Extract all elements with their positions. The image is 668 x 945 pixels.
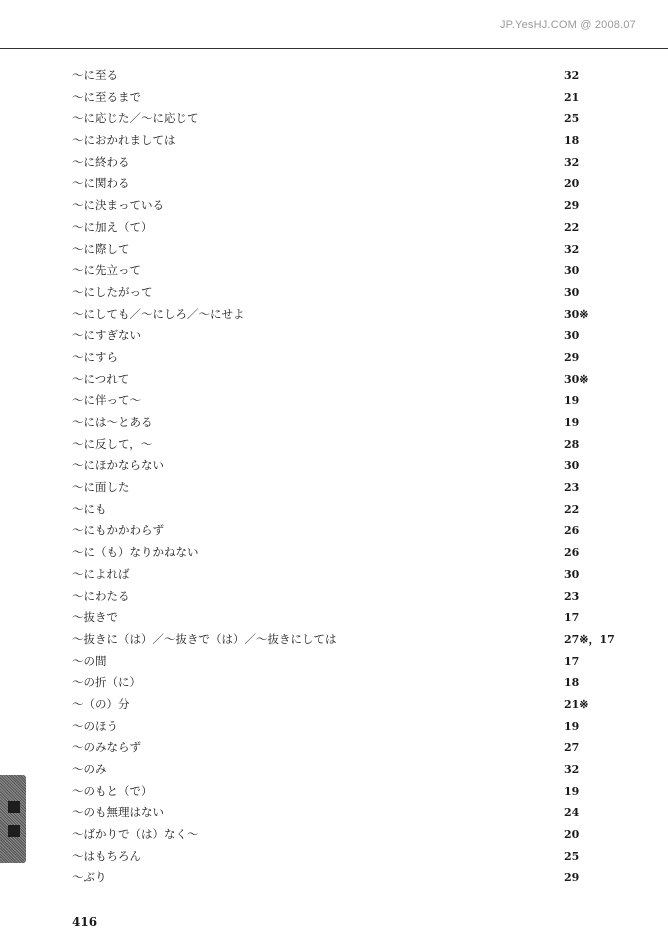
entry-page-number: 30 [564,285,580,299]
index-list [0,65,668,889]
entry-page-number: 22 [564,220,580,234]
index-entry [0,781,668,803]
page-number: 416 [72,915,98,929]
entry-text: ～のみ [72,762,107,776]
entry-text: ～には～とある [72,415,153,429]
index-entry [0,347,668,369]
entry-page-number: 29 [564,199,580,213]
index-entry [0,564,668,586]
entry-text: ～にすら [72,349,118,364]
index-entry [0,542,668,564]
entry-text: ～に応じた／～に応じて [72,111,199,126]
entry-text: ～ばかりで（は）なく～ [72,827,199,842]
entry-page-number: 29 [564,350,580,364]
entry-page-number: 22 [564,502,580,516]
entry-page-number: 27 [564,741,580,755]
index-entry [0,108,668,130]
index-entry [0,520,668,542]
index-entry [0,802,668,824]
index-entry [0,217,668,239]
index-entry [0,152,668,174]
entry-page-number: 20 [564,177,580,191]
entry-text: ～にもかかわらず [72,523,164,538]
entry-page-number: 18 [564,134,580,148]
index-entry [0,239,668,261]
index-entry [0,173,668,195]
entry-text: ～にすぎない [72,328,141,343]
entry-text: ～によれば [72,566,130,581]
entry-text: ～にしたがって [72,284,153,299]
entry-text: ～に終わる [72,154,130,169]
entry-text: ～に（も）なりかねない [72,545,199,560]
entry-text: ～はもちろん [72,848,141,863]
entry-text: ～のもと（で） [72,783,153,798]
entry-text: ～に加え（て） [72,219,153,234]
entry-text: ～の折（に） [72,675,141,690]
entry-page-number: 32 [564,69,580,82]
entry-text: ～抜きで [72,610,118,625]
index-entry [0,629,668,651]
section-tab-mark-top [8,801,20,813]
entry-page-number: 29 [564,871,580,885]
entry-page-number: 24 [564,806,580,820]
entry-page-number: 28 [564,437,580,451]
entry-page-number: 17 [564,611,580,625]
entry-text: ～におかれましては [72,133,176,148]
entry-page-number: 21※ [564,697,589,711]
entry-text: ～に伴って～ [72,393,141,408]
entry-text: ～に決まっている [72,198,164,213]
entry-text: ～にも [72,501,107,516]
entry-page-number: 32 [564,242,580,256]
index-entry [0,325,668,347]
index-entry [0,477,668,499]
entry-text: ～につれて [72,371,130,386]
entry-page-number: 30 [564,459,580,473]
index-entry [0,824,668,846]
index-entry [0,651,668,673]
entry-text: ～に面した [72,480,130,495]
entry-text: ～（の）分 [72,696,130,711]
entry-text: ～のも無理はない [72,805,164,820]
entry-text: ～ぶり [72,870,107,885]
index-entry [0,282,668,304]
index-entry [0,130,668,152]
entry-text: ～に際して [72,241,130,256]
watermark: JP.YesHJ.COM @ 2008.07 [499,19,636,31]
entry-page-number: 30 [564,264,580,278]
entry-text: ～のほう [72,718,118,733]
entry-text: ～に反して，～ [72,436,153,451]
section-tab-mark-bottom [8,825,20,837]
index-entry [0,369,668,391]
entry-text: ～の間 [72,653,107,668]
entry-page-number: 27※，17 [564,632,615,646]
index-entry [0,759,668,781]
entry-page-number: 32 [564,155,580,169]
entry-page-number: 21 [564,90,580,104]
entry-page-number: 23 [564,481,580,495]
entry-page-number: 26 [564,524,580,538]
entry-text: ～に至るまで [72,89,141,104]
entry-page-number: 18 [564,676,580,690]
index-entry [0,87,668,109]
index-entry [0,304,668,326]
entry-page-number: 26 [564,546,580,560]
index-entry [0,716,668,738]
index-entry [0,499,668,521]
entry-text: ～に先立って [72,263,141,278]
entry-text: ～に至る [72,68,118,82]
entry-page-number: 19 [564,416,580,429]
entry-page-number: 30 [564,329,580,343]
entry-text: ～に関わる [72,176,130,191]
entry-page-number: 19 [564,719,580,733]
entry-page-number: 17 [564,654,580,668]
header-rule [0,48,668,49]
index-entry [0,455,668,477]
index-entry [0,434,668,456]
entry-page-number: 32 [564,763,580,776]
entry-text: ～にほかならない [72,458,164,473]
index-entry [0,65,668,87]
entry-page-number: 30※ [564,307,589,321]
entry-text: ～抜きに（は）／～抜きで（は）／～抜きにしては [72,631,337,646]
index-entry [0,260,668,282]
entry-page-number: 20 [564,828,580,842]
index-entry [0,607,668,629]
entry-page-number: 19 [564,784,580,798]
entry-page-number: 19 [564,394,580,408]
entry-page-number: 25 [564,112,580,126]
index-entry [0,412,668,434]
index-entry [0,390,668,412]
entry-text: ～にしても／～にしろ／～にせよ [72,306,245,321]
index-entry [0,846,668,868]
entry-text: ～にわたる [72,588,130,603]
entry-page-number: 25 [564,849,580,863]
index-entry [0,694,668,716]
entry-page-number: 30※ [564,372,589,386]
section-tab [0,775,26,863]
index-entry [0,672,668,694]
entry-text: ～のみならず [72,740,141,755]
index-entry [0,195,668,217]
index-entry [0,737,668,759]
entry-page-number: 30 [564,567,580,581]
entry-page-number: 23 [564,589,580,603]
index-entry [0,586,668,608]
index-entry [0,867,668,889]
